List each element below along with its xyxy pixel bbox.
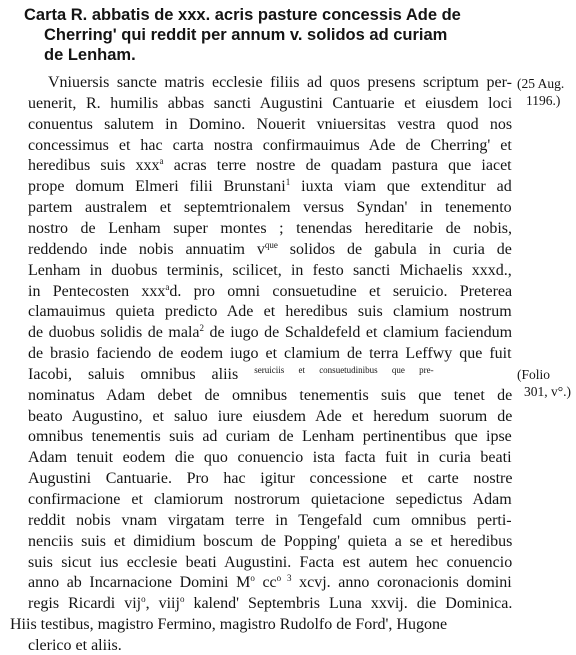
text-line: Iacobi, saluis omnibus aliis $^{seruiciis et consuetudinibus que pre-}$ bbox=[28, 364, 434, 383]
text-line: Vniuersis sancte matris ecclesie filiis ad quos presens scriptum per- bbox=[48, 74, 512, 91]
text-line: partem australem et septemtrionalem versus Syndan' in tenemento bbox=[28, 199, 512, 217]
text-line: uenerit, R. humilis abbas sancti Augustini Cantuarie et eiusdem loci bbox=[28, 94, 513, 112]
text-line: clerico et aliis. bbox=[28, 636, 122, 654]
text-line: nostro de Lenham super montes ; tenendas hereditarie de nobis, bbox=[28, 219, 512, 237]
text-line: nenciis suis et dimidium boscum de Popping' quieta a se et heredibus bbox=[28, 532, 513, 550]
text-line: de brasio faciendo de eodem iugo et clamium de terra Leffwy que fuit bbox=[28, 345, 512, 363]
margin-note-line: (25 Aug. bbox=[517, 76, 565, 91]
text-line: reddit nobis vnam virgatam terre in Tengefald cum omnibus perti- bbox=[28, 511, 512, 529]
text-line: Adam tenuit eodem die quo conuencio ista facta fuit in curia beati bbox=[28, 449, 512, 467]
text-line: anno ab Incarnacione Domini $M^o$ $cc^{o 3}$ xcvj. anno coronacionis domini bbox=[28, 573, 512, 592]
text-line: clamauimus quieta predicto Ade et heredibus suis clamium nostrum bbox=[28, 303, 512, 321]
text-line: Lenham in duobus terminis, scilicet, in festo sancti Michaelis xxxd., bbox=[28, 261, 512, 279]
heading-line: Cherring' qui reddit per annum v. solidos ad curiam bbox=[44, 26, 448, 44]
margin-note-line: (Folio bbox=[517, 367, 551, 382]
text-line: Hiis testibus, magistro Fermino, magistro Rudolfo de Ford', Hugone bbox=[10, 616, 448, 634]
text-line: beato Augustino, et saluo iure eiusdem Ade et heredum suorum de bbox=[28, 407, 513, 425]
text-line: prope domum Elmeri filii Brunstani$^1$ iuxta viam que extenditur ad bbox=[28, 177, 512, 196]
text-line: heredibus suis xxx$^a$ acras terre nostre de quadam pastura que iacet bbox=[28, 156, 512, 175]
text-line: reddendo inde nobis annuatim $v^{que}$ solidos de gabula in curia de bbox=[28, 239, 512, 258]
margin-note-line: 1196.) bbox=[526, 93, 561, 108]
text-line: suis sicut ius ecclesie beati Augustini. Facta est autem hec conuencio bbox=[28, 553, 513, 571]
text-line: nominatus Adam debet de omnibus tenementis suis que tenet de bbox=[28, 386, 513, 404]
heading-line: de Lenham. bbox=[44, 46, 136, 64]
margin-note-line: 301, v°.) bbox=[524, 384, 572, 399]
text-line: omnibus tenementis suis ad curiam de Lenham pertinentibus que ipse bbox=[28, 428, 512, 446]
text-line: Augustini Cantuarie. Pro hac igitur concessione et carte nostre bbox=[28, 470, 513, 488]
text-line: conuentus salutem in Domino. Nouerit vniuersitas vestra quod nos bbox=[28, 115, 513, 133]
text-line: confirmacione et clamiorum nostrorum quietacione sepedictus Adam bbox=[28, 491, 512, 508]
text-line: in Pentecosten xxx$^a$d. pro omni consuetudine et seruicio. Preterea bbox=[28, 281, 513, 300]
heading-line: Carta R. abbatis de xxx. acris pasture concessis Ade de bbox=[24, 6, 461, 24]
text-line: de duobus solidis de mala$^2$ de iugo de Schaldefeld et clamium faciendum bbox=[28, 323, 513, 342]
text-line: concessimus et hac carta nostra confirmauimus Ade de Cherring' et bbox=[28, 136, 512, 154]
text-line: regis Ricardi vij$^o$, viij$^o$ kalend' Septembris Luna xxvij. die Dominica. bbox=[28, 594, 513, 613]
